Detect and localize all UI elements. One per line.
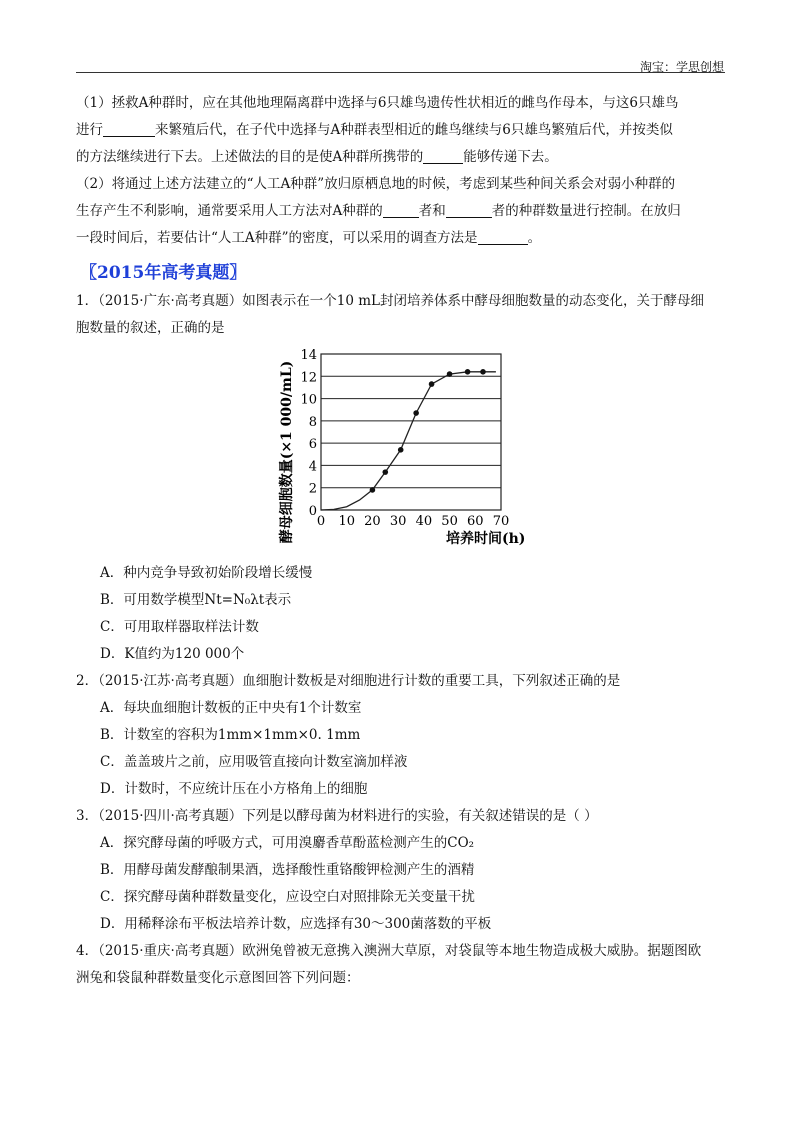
x-tick-label: 60 <box>467 514 484 529</box>
y-tick-label: 6 <box>308 437 317 453</box>
page-header: 淘宝：学思创想 <box>639 60 724 74</box>
intro-line <box>76 171 726 198</box>
x-tick-label: 30 <box>389 514 407 529</box>
intro-line <box>76 225 726 252</box>
option[interactable]: C．可用取样器取样法计数 <box>100 619 259 635</box>
option[interactable]: A．探究酵母菌的呼吸方式，可用溴麝香草酚蓝检测产生的CO₂ <box>100 835 475 851</box>
y-tick-label: 4 <box>308 459 317 475</box>
text: 一段时间后，若要估计“人工A种群”的密度，可以采用的调查方法是 <box>76 230 478 246</box>
question-stem: 3．（2015·四川·高考真题）下列是以酵母菌为材料进行的实验，有关叙述错误的是（ ） <box>76 808 598 824</box>
data-point <box>370 487 376 493</box>
y-tick-label: 14 <box>300 348 317 363</box>
option[interactable]: A．每块血细胞计数板的正中央有1个计数室 <box>100 700 362 716</box>
answer-blank[interactable] <box>383 201 419 218</box>
intro-line <box>76 90 726 117</box>
data-point <box>398 447 404 453</box>
data-point <box>480 369 486 375</box>
data-point <box>429 381 435 387</box>
text: 进行 <box>76 122 103 138</box>
x-tick-label: 20 <box>364 514 381 529</box>
x-tick-label: 0 <box>316 514 326 529</box>
growth-curve-line <box>321 372 496 510</box>
data-point <box>413 410 419 416</box>
question-stem <box>76 288 726 315</box>
option[interactable]: C．盖盖玻片之前，应用吸管直接向计数室滴加样液 <box>100 754 408 770</box>
text: 的方法继续进行下去。上述做法的目的是使A种群所携带的 <box>76 149 424 165</box>
option[interactable]: B．计数室的容积为1mm×1mm×0. 1mm <box>100 727 361 743</box>
option[interactable]: A．种内竞争导致初始阶段增长缓慢 <box>100 565 313 581</box>
text: 者的种群数量进行控制。在放归 <box>491 203 681 219</box>
intro-line <box>76 144 726 171</box>
data-point <box>465 369 471 375</box>
data-point <box>447 371 453 377</box>
text: （2）将通过上述方法建立的“人工A种群”放归原栖息地的时候，考虑到某些种间关系会对弱小种群的 <box>76 176 676 192</box>
y-tick-label: 10 <box>300 392 317 408</box>
header-rule <box>76 72 725 73</box>
option[interactable]: D．计数时，不应统计压在小方格角上的细胞 <box>100 781 368 797</box>
plot-frame <box>321 354 501 510</box>
x-tick-label: 40 <box>415 514 433 529</box>
text: 能够传递下去。 <box>463 149 558 165</box>
option[interactable]: B．用酵母菌发酵酿制果酒，选择酸性重铬酸钾检测产生的酒精 <box>100 862 475 878</box>
option[interactable]: C．探究酵母菌种群数量变化，应设空白对照排除无关变量干扰 <box>100 889 475 905</box>
answer-blank[interactable] <box>103 120 155 137</box>
page-content <box>76 90 726 992</box>
y-tick-label: 0 <box>308 504 317 519</box>
y-tick-label: 2 <box>308 481 317 497</box>
option[interactable]: B．可用数学模型Nt=N₀λt表示 <box>100 592 292 608</box>
text: 生存产生不利影响，通常要采用人工方法对A种群的 <box>76 203 383 219</box>
intro-line <box>76 117 726 144</box>
y-tick-label: 8 <box>308 414 317 430</box>
data-point <box>382 469 388 475</box>
text: 者和 <box>418 203 446 219</box>
text: 来繁殖后代，在子代中选择与A种群表型相近的雌鸟继续与6只雄鸟繁殖后代，并按类似 <box>155 122 673 138</box>
text: 。 <box>527 230 542 246</box>
section-title: 〖2015年高考真题〗 <box>80 263 247 283</box>
question-stem: 2．（2015·江苏·高考真题）血细胞计数板是对细胞进行计数的重要工具，下列叙述正确的是 <box>76 673 621 689</box>
question-stem: 4．（2015·重庆·高考真题）欧洲兔曾被无意携入澳洲大草原，对袋鼠等本地生物造成极大威胁。据题图欧 <box>76 943 702 959</box>
question-stem: 洲兔和袋鼠种群数量变化示意图回答下列问题： <box>76 970 360 986</box>
option[interactable]: D．用稀释涂布平板法培养计数，应选择有30～300菌落数的平板 <box>100 916 492 932</box>
answer-blank[interactable] <box>423 147 463 164</box>
option[interactable]: D．K值约为120 000个 <box>100 646 245 662</box>
y-tick-label: 12 <box>300 370 317 386</box>
x-tick-label: 70 <box>492 514 510 529</box>
y-axis-label: 酵母细胞数量(×1 000/mL) <box>279 360 295 544</box>
chart-container <box>76 342 726 560</box>
answer-blank[interactable] <box>446 201 492 218</box>
text: 1．（2015·广东·高考真题）如图表示在一个10 mL封闭培养体系中酵母细胞数量的动态变化，关于酵母细 <box>76 293 705 309</box>
text: 胞数量的叙述，正确的是 <box>76 320 225 336</box>
question-stem <box>76 315 726 342</box>
answer-blank[interactable] <box>478 228 528 245</box>
yeast-growth-chart <box>76 342 726 560</box>
x-tick-label: 10 <box>338 514 355 529</box>
intro-line <box>76 198 726 225</box>
x-tick-label: 50 <box>441 514 458 529</box>
text: （1）拯救A种群时，应在其他地理隔离群中选择与6只雄鸟遗传性状相近的雌鸟作母本，与这6只雄鸟 <box>76 95 679 111</box>
x-axis-label: 培养时间(h) <box>446 531 526 547</box>
